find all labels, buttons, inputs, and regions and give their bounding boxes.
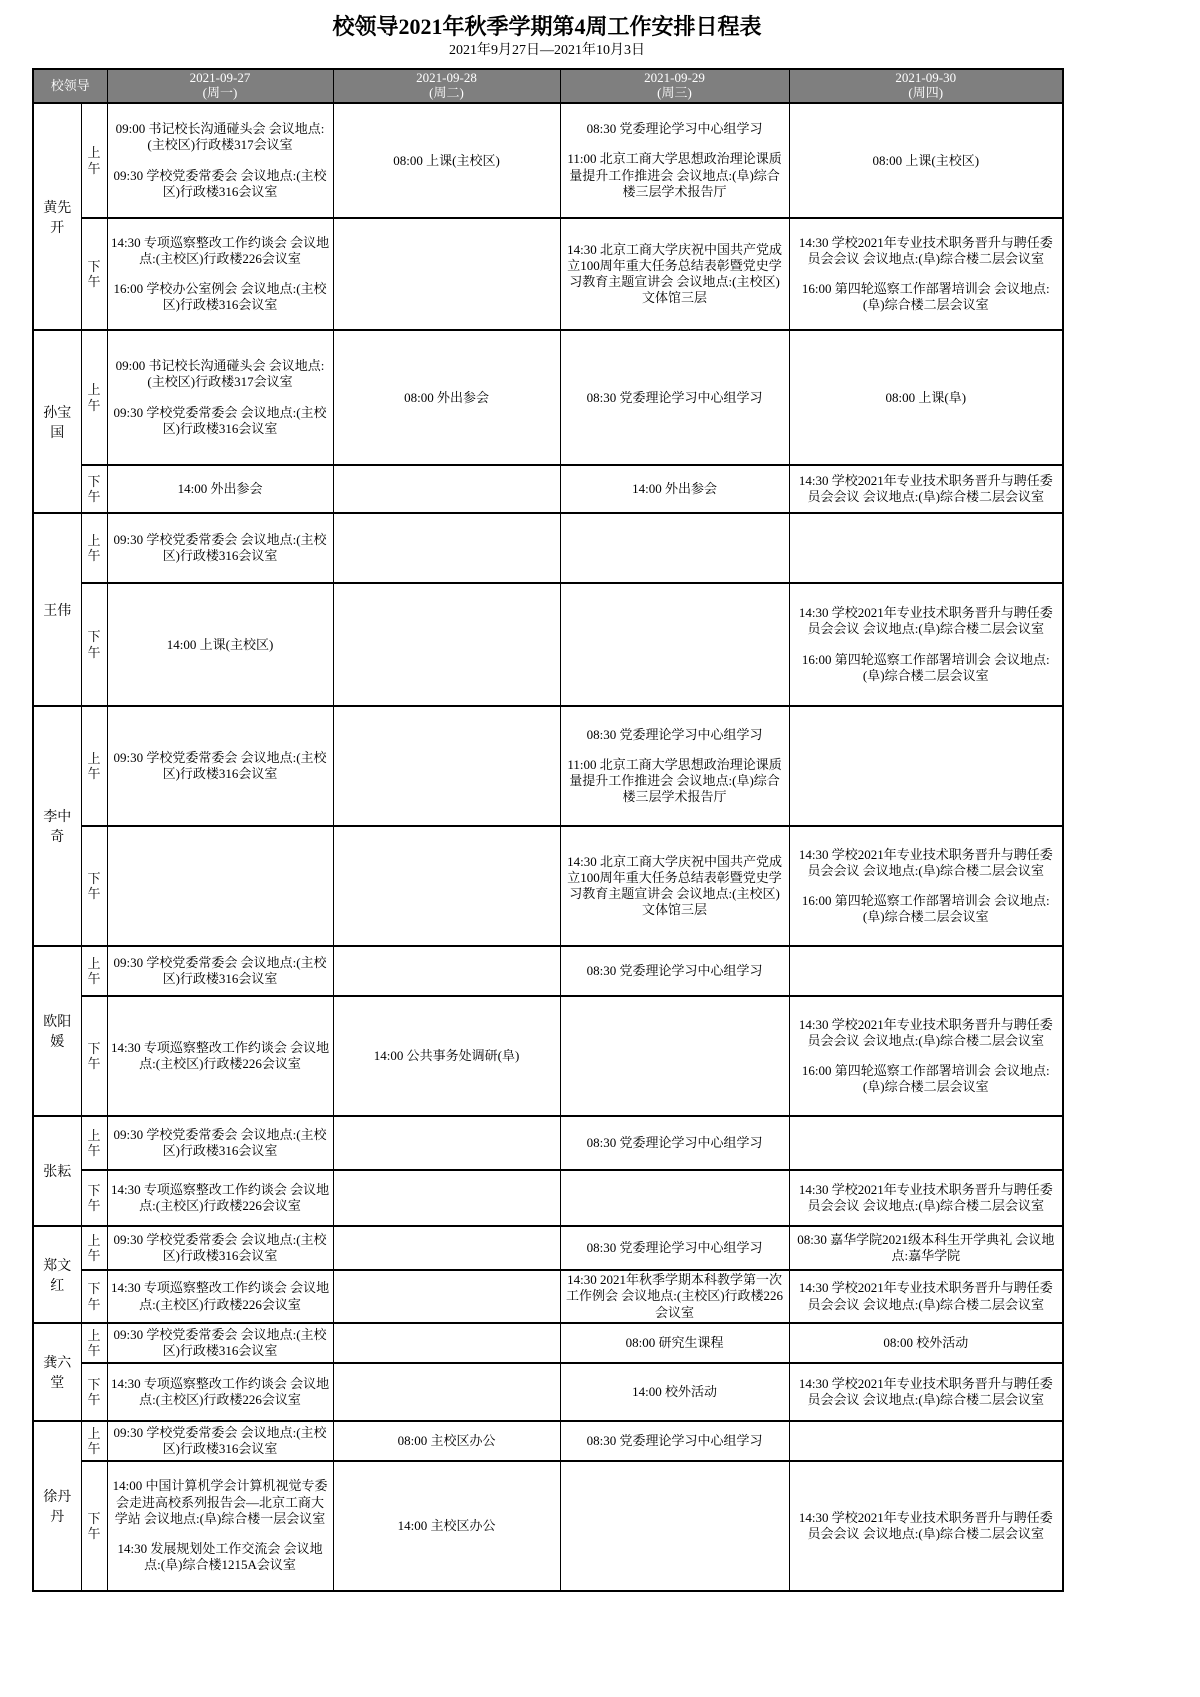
ampm-label-char: 下 [87, 473, 101, 489]
leader-name: 黄先开 [33, 103, 81, 330]
schedule-cell [107, 946, 333, 996]
schedule-cell [107, 583, 333, 706]
schedule-cell [789, 996, 1063, 1116]
schedule-entry: 14:30 发展规划处工作交流会 会议地点:(阜)综合楼1215A会议室 [117, 1541, 323, 1573]
schedule-cell [107, 1170, 333, 1226]
leader-pm-row [33, 826, 1063, 946]
schedule-cell [107, 1323, 333, 1363]
corner-header: 校领导 [33, 69, 107, 103]
leader-pm-row [33, 1363, 1063, 1421]
ampm-label-char: 午 [87, 397, 101, 413]
ampm-label-char: 午 [87, 1198, 101, 1214]
pm-label [81, 1170, 107, 1226]
am-label [81, 1323, 107, 1363]
schedule-cell [333, 465, 560, 513]
leader-pm-row [33, 1461, 1063, 1591]
page-subtitle: 2021年9月27日—2021年10月3日 [449, 43, 645, 59]
schedule-entry: 14:30 北京工商大学庆祝中国共产党成立100周年重大任务总结表彰暨党史学习教育主题宣讲会 会议地点:(主校区)文体馆三层 [567, 241, 782, 306]
schedule-cell [560, 1323, 789, 1363]
leader-am-row [33, 513, 1063, 583]
schedule-cell [560, 1421, 789, 1461]
date-label: 2021-09-27 [189, 70, 251, 86]
schedule-cell [107, 706, 333, 826]
schedule-entry: 08:30 党委理论学习中心组学习 [586, 1240, 763, 1256]
ampm-label-char: 下 [87, 629, 101, 645]
schedule-cell [789, 218, 1063, 330]
schedule-entry: 14:30 学校2021年专业技术职务晋升与聘任委员会会议 会议地点:(阜)综合楼二层会议室 [798, 1509, 1053, 1541]
date-header-thu [789, 69, 1063, 103]
schedule-entry: 14:30 2021年秋季学期本科教学第一次工作例会 会议地点:(主校区)行政楼226会议室 [566, 1272, 784, 1320]
schedule-cell [107, 996, 333, 1116]
ampm-label-char: 上 [87, 955, 101, 971]
schedule-cell [107, 513, 333, 583]
schedule-entry: 09:30 学校党委常委会 会议地点:(主校区)行政楼316会议室 [113, 954, 327, 987]
schedule-entry: 14:30 学校2021年专业技术职务晋升与聘任委员会会议 会议地点:(阜)综合楼二层会议室 [798, 605, 1053, 637]
schedule-cell [107, 1226, 333, 1270]
ampm-label-char: 上 [87, 1425, 101, 1441]
schedule-entry: 16:00 第四轮巡察工作部署培训会 会议地点:(阜)综合楼二层会议室 [801, 281, 1050, 313]
leader-pm-row [33, 996, 1063, 1116]
schedule-cell [560, 465, 789, 513]
leader-am-row [33, 330, 1063, 465]
ampm-label-char: 上 [87, 1327, 101, 1343]
schedule-entry: 14:30 专项巡察整改工作约谈会 会议地点:(主校区)行政楼226会议室 [110, 1039, 330, 1072]
schedule-cell [560, 826, 789, 946]
am-label [81, 103, 107, 218]
leader-am-row [33, 706, 1063, 826]
ampm-label-char: 上 [87, 145, 101, 161]
schedule-cell [789, 1461, 1063, 1591]
schedule-cell [107, 465, 333, 513]
ampm-label-char: 午 [87, 274, 101, 290]
schedule-cell [560, 218, 789, 330]
ampm-label-char: 下 [87, 1281, 101, 1297]
schedule-entry: 14:30 学校2021年专业技术职务晋升与聘任委员会会议 会议地点:(阜)综合楼二层会议室 [798, 1375, 1053, 1407]
schedule-entry: 14:00 公共事务处调研(阜) [373, 1048, 520, 1064]
schedule-entry: 08:30 党委理论学习中心组学习 [586, 963, 763, 979]
leader-name: 欧阳媛 [33, 946, 81, 1116]
schedule-cell [560, 513, 789, 583]
ampm-label-char: 上 [87, 750, 101, 766]
leader-pm-row [33, 1170, 1063, 1226]
ampm-label-char: 午 [87, 548, 101, 564]
leader-am-row [33, 1421, 1063, 1461]
schedule-cell [107, 103, 333, 218]
leader-am-row [33, 103, 1063, 218]
schedule-cell [789, 465, 1063, 513]
schedule-cell [333, 513, 560, 583]
pm-label [81, 826, 107, 946]
schedule-cell [107, 1116, 333, 1170]
ampm-label-char: 午 [87, 971, 101, 987]
schedule-cell [560, 330, 789, 465]
schedule-cell [333, 1323, 560, 1363]
schedule-cell [789, 1323, 1063, 1363]
ampm-label-char: 午 [87, 644, 101, 660]
am-label [81, 946, 107, 996]
ampm-label-char: 上 [87, 382, 101, 398]
schedule-entry: 14:30 学校2021年专业技术职务晋升与聘任委员会会议 会议地点:(阜)综合楼二层会议室 [798, 1016, 1053, 1048]
schedule-cell [789, 706, 1063, 826]
pm-label [81, 465, 107, 513]
schedule-cell [789, 946, 1063, 996]
schedule-cell [333, 706, 560, 826]
ampm-label-char: 午 [87, 489, 101, 505]
schedule-entry: 08:00 上课(主校区) [393, 152, 500, 168]
weekday-label: (周二) [429, 85, 464, 101]
schedule-cell [333, 1270, 560, 1323]
schedule-cell [107, 1461, 333, 1591]
am-label [81, 330, 107, 465]
date-label: 2021-09-29 [644, 70, 705, 86]
schedule-cell [333, 103, 560, 218]
schedule-cell [560, 1461, 789, 1591]
schedule-cell [560, 1226, 789, 1270]
schedule-cell [789, 1363, 1063, 1421]
schedule-entry: 08:30 党委理论学习中心组学习 [586, 121, 763, 137]
schedule-entry: 09:30 学校党委常委会 会议地点:(主校区)行政楼316会议室 [113, 749, 327, 782]
leader-pm-row [33, 583, 1063, 706]
ampm-label-char: 午 [87, 1056, 101, 1072]
schedule-entry: 08:30 党委理论学习中心组学习 [586, 1432, 763, 1448]
schedule-cell [789, 1170, 1063, 1226]
date-header-wed [560, 69, 789, 103]
date-label: 2021-09-30 [895, 70, 957, 86]
schedule-entry: 08:00 上课(阜) [885, 389, 967, 405]
schedule-entry: 11:00 北京工商大学思想政治理论课质量提升工作推进会 会议地点:(阜)综合楼三层学术报告厅 [567, 756, 782, 805]
weekday-label: (周四) [908, 85, 944, 101]
schedule-entry: 14:00 主校区办公 [397, 1517, 496, 1533]
weekday-label: (周一) [202, 85, 238, 101]
schedule-entry: 16:00 第四轮巡察工作部署培训会 会议地点:(阜)综合楼二层会议室 [801, 1063, 1050, 1095]
schedule-cell [107, 218, 333, 330]
schedule-entry: 08:30 党委理论学习中心组学习 [586, 1135, 763, 1151]
leader-pm-row [33, 218, 1063, 330]
am-label [81, 1116, 107, 1170]
schedule-cell [107, 1421, 333, 1461]
pm-label [81, 583, 107, 706]
ampm-label-char: 下 [87, 258, 101, 274]
schedule-cell [333, 1461, 560, 1591]
am-label [81, 1421, 107, 1461]
ampm-label-char: 午 [87, 766, 101, 782]
schedule-cell [560, 706, 789, 826]
schedule-cell [560, 1270, 789, 1323]
ampm-label-char: 午 [87, 1391, 101, 1407]
schedule-entry: 14:30 专项巡察整改工作约谈会 会议地点:(主校区)行政楼226会议室 [110, 1375, 330, 1407]
am-label [81, 513, 107, 583]
schedule-cell [333, 826, 560, 946]
leader-name: 徐丹丹 [33, 1421, 81, 1591]
schedule-cell [333, 1226, 560, 1270]
schedule-cell [107, 1363, 333, 1421]
schedule-cell [789, 1270, 1063, 1323]
schedule-entry: 14:00 中国计算机学会计算机视觉专委会走进高校系列报告会—北京工商大学站 会议地点:(阜)综合楼一层会议室 [112, 1478, 328, 1526]
schedule-entry: 08:00 主校区办公 [397, 1432, 496, 1448]
schedule-entry: 08:30 嘉华学院2021级本科生开学典礼 会议地点:嘉华学院 [797, 1231, 1055, 1264]
schedule-cell [333, 1170, 560, 1226]
schedule-entry: 14:30 专项巡察整改工作约谈会 会议地点:(主校区)行政楼226会议室 [110, 1181, 330, 1214]
schedule-entry: 14:30 专项巡察整改工作约谈会 会议地点:(主校区)行政楼226会议室 [110, 1280, 330, 1312]
ampm-label-char: 上 [87, 532, 101, 548]
schedule-cell [107, 826, 333, 946]
document-content [32, 0, 1062, 1592]
ampm-label-char: 午 [87, 1296, 101, 1312]
schedule-cell [789, 513, 1063, 583]
schedule-entry: 14:00 上课(主校区) [166, 636, 274, 652]
schedule-cell [333, 583, 560, 706]
ampm-label-char: 下 [87, 1376, 101, 1392]
schedule-cell [333, 1363, 560, 1421]
schedule-entry: 09:30 学校党委常委会 会议地点:(主校区)行政楼316会议室 [113, 531, 327, 564]
ampm-label-char: 午 [87, 1342, 101, 1358]
schedule-entry: 14:00 外出参会 [632, 481, 717, 497]
schedule-entry: 14:00 校外活动 [632, 1383, 717, 1399]
schedule-entry: 14:30 专项巡察整改工作约谈会 会议地点:(主校区)行政楼226会议室 [110, 234, 330, 266]
schedule-cell [789, 1116, 1063, 1170]
schedule-entry: 11:00 北京工商大学思想政治理论课质量提升工作推进会 会议地点:(阜)综合楼三层学术报告厅 [567, 151, 782, 199]
page-title: 校领导2021年秋季学期第4周工作安排日程表 [332, 14, 762, 39]
leader-name: 王伟 [33, 513, 81, 706]
schedule-cell [107, 330, 333, 465]
schedule-entry: 14:30 学校2021年专业技术职务晋升与聘任委员会会议 会议地点:(阜)综合楼二层会议室 [798, 846, 1053, 878]
schedule-tbody [33, 103, 1063, 1591]
leader-name: 孙宝国 [33, 330, 81, 513]
ampm-label-char: 午 [87, 160, 101, 176]
leader-pm-row [33, 1270, 1063, 1323]
schedule-entry: 09:30 学校党委常委会 会议地点:(主校区)行政楼316会议室 [113, 404, 327, 436]
schedule-cell [333, 218, 560, 330]
ampm-label-char: 午 [87, 1248, 101, 1264]
leader-am-row [33, 1323, 1063, 1363]
schedule-cell [560, 996, 789, 1116]
schedule-cell [789, 1226, 1063, 1270]
schedule-entry: 08:00 校外活动 [883, 1334, 969, 1350]
schedule-entry: 14:30 学校2021年专业技术职务晋升与聘任委员会会议 会议地点:(阜)综合楼二层会议室 [798, 472, 1053, 505]
pm-label [81, 1363, 107, 1421]
ampm-label-char: 下 [87, 870, 101, 886]
schedule-entry: 08:00 外出参会 [404, 389, 489, 405]
schedule-entry: 09:00 书记校长沟通碰头会 会议地点:(主校区)行政楼317会议室 [115, 358, 325, 390]
am-label [81, 1226, 107, 1270]
leader-name: 龚六堂 [33, 1323, 81, 1421]
leader-am-row [33, 1226, 1063, 1270]
schedule-cell [560, 1170, 789, 1226]
date-header-mon [107, 69, 333, 103]
date-label: 2021-09-28 [416, 70, 477, 86]
schedule-entry: 08:30 党委理论学习中心组学习 [586, 389, 763, 405]
ampm-label-char: 上 [87, 1127, 101, 1143]
weekday-label: (周三) [657, 85, 692, 101]
leader-name: 郑文红 [33, 1226, 81, 1323]
schedule-entry: 08:00 研究生课程 [625, 1334, 724, 1350]
schedule-entry: 14:30 学校2021年专业技术职务晋升与聘任委员会会议 会议地点:(阜)综合楼二层会议室 [798, 234, 1053, 266]
schedule-cell [560, 946, 789, 996]
schedule-cell [560, 1363, 789, 1421]
leader-am-row [33, 946, 1063, 996]
schedule-cell [789, 330, 1063, 465]
schedule-cell [333, 1116, 560, 1170]
schedule-entry: 09:30 学校党委常委会 会议地点:(主校区)行政楼316会议室 [113, 1126, 327, 1159]
schedule-entry: 09:30 学校党委常委会 会议地点:(主校区)行政楼316会议室 [113, 1326, 327, 1358]
leader-am-row [33, 1116, 1063, 1170]
schedule-entry: 09:30 学校党委常委会 会议地点:(主校区)行政楼316会议室 [113, 1231, 327, 1264]
leader-pm-row [33, 465, 1063, 513]
ampm-label-char: 下 [87, 1510, 101, 1526]
schedule-cell [107, 1270, 333, 1323]
ampm-label-char: 下 [87, 1040, 101, 1056]
schedule-cell [333, 330, 560, 465]
schedule-entry: 14:00 外出参会 [177, 481, 263, 497]
pm-label [81, 218, 107, 330]
schedule-cell [333, 1421, 560, 1461]
ampm-label-char: 午 [87, 1143, 101, 1159]
schedule-entry: 14:30 学校2021年专业技术职务晋升与聘任委员会会议 会议地点:(阜)综合楼二层会议室 [798, 1181, 1053, 1214]
schedule-entry: 14:30 北京工商大学庆祝中国共产党成立100周年重大任务总结表彰暨党史学习教育主题宣讲会 会议地点:(主校区)文体馆三层 [567, 853, 782, 918]
schedule-cell [560, 583, 789, 706]
schedule-entry: 08:00 上课(主校区) [872, 152, 980, 168]
schedule-cell [789, 1421, 1063, 1461]
header-row [33, 69, 1063, 103]
ampm-label-char: 午 [87, 1525, 101, 1541]
leader-name: 李中奇 [33, 706, 81, 946]
schedule-cell [789, 103, 1063, 218]
ampm-label-char: 午 [87, 1440, 101, 1456]
schedule-cell [789, 826, 1063, 946]
ampm-label-char: 下 [87, 1182, 101, 1198]
ampm-label-char: 午 [87, 886, 101, 902]
schedule-entry: 16:00 学校办公室例会 会议地点:(主校区)行政楼316会议室 [113, 281, 327, 313]
leader-name: 张耘 [33, 1116, 81, 1226]
schedule-entry: 09:00 书记校长沟通碰头会 会议地点:(主校区)行政楼317会议室 [115, 121, 325, 153]
schedule-table [32, 68, 1064, 1592]
schedule-entry: 16:00 第四轮巡察工作部署培训会 会议地点:(阜)综合楼二层会议室 [801, 893, 1050, 925]
pm-label [81, 996, 107, 1116]
schedule-cell [789, 583, 1063, 706]
pm-label [81, 1270, 107, 1323]
am-label [81, 706, 107, 826]
schedule-entry: 09:30 学校党委常委会 会议地点:(主校区)行政楼316会议室 [113, 167, 327, 199]
schedule-cell [333, 946, 560, 996]
schedule-entry: 08:30 党委理论学习中心组学习 [586, 726, 763, 742]
schedule-cell [560, 1116, 789, 1170]
schedule-cell [560, 103, 789, 218]
schedule-entry: 14:30 学校2021年专业技术职务晋升与聘任委员会会议 会议地点:(阜)综合楼二层会议室 [798, 1280, 1053, 1312]
date-header-tue [333, 69, 560, 103]
schedule-entry: 09:30 学校党委常委会 会议地点:(主校区)行政楼316会议室 [113, 1424, 327, 1456]
schedule-entry: 16:00 第四轮巡察工作部署培训会 会议地点:(阜)综合楼二层会议室 [801, 651, 1050, 683]
pm-label [81, 1461, 107, 1591]
schedule-cell [333, 996, 560, 1116]
ampm-label-char: 上 [87, 1232, 101, 1248]
